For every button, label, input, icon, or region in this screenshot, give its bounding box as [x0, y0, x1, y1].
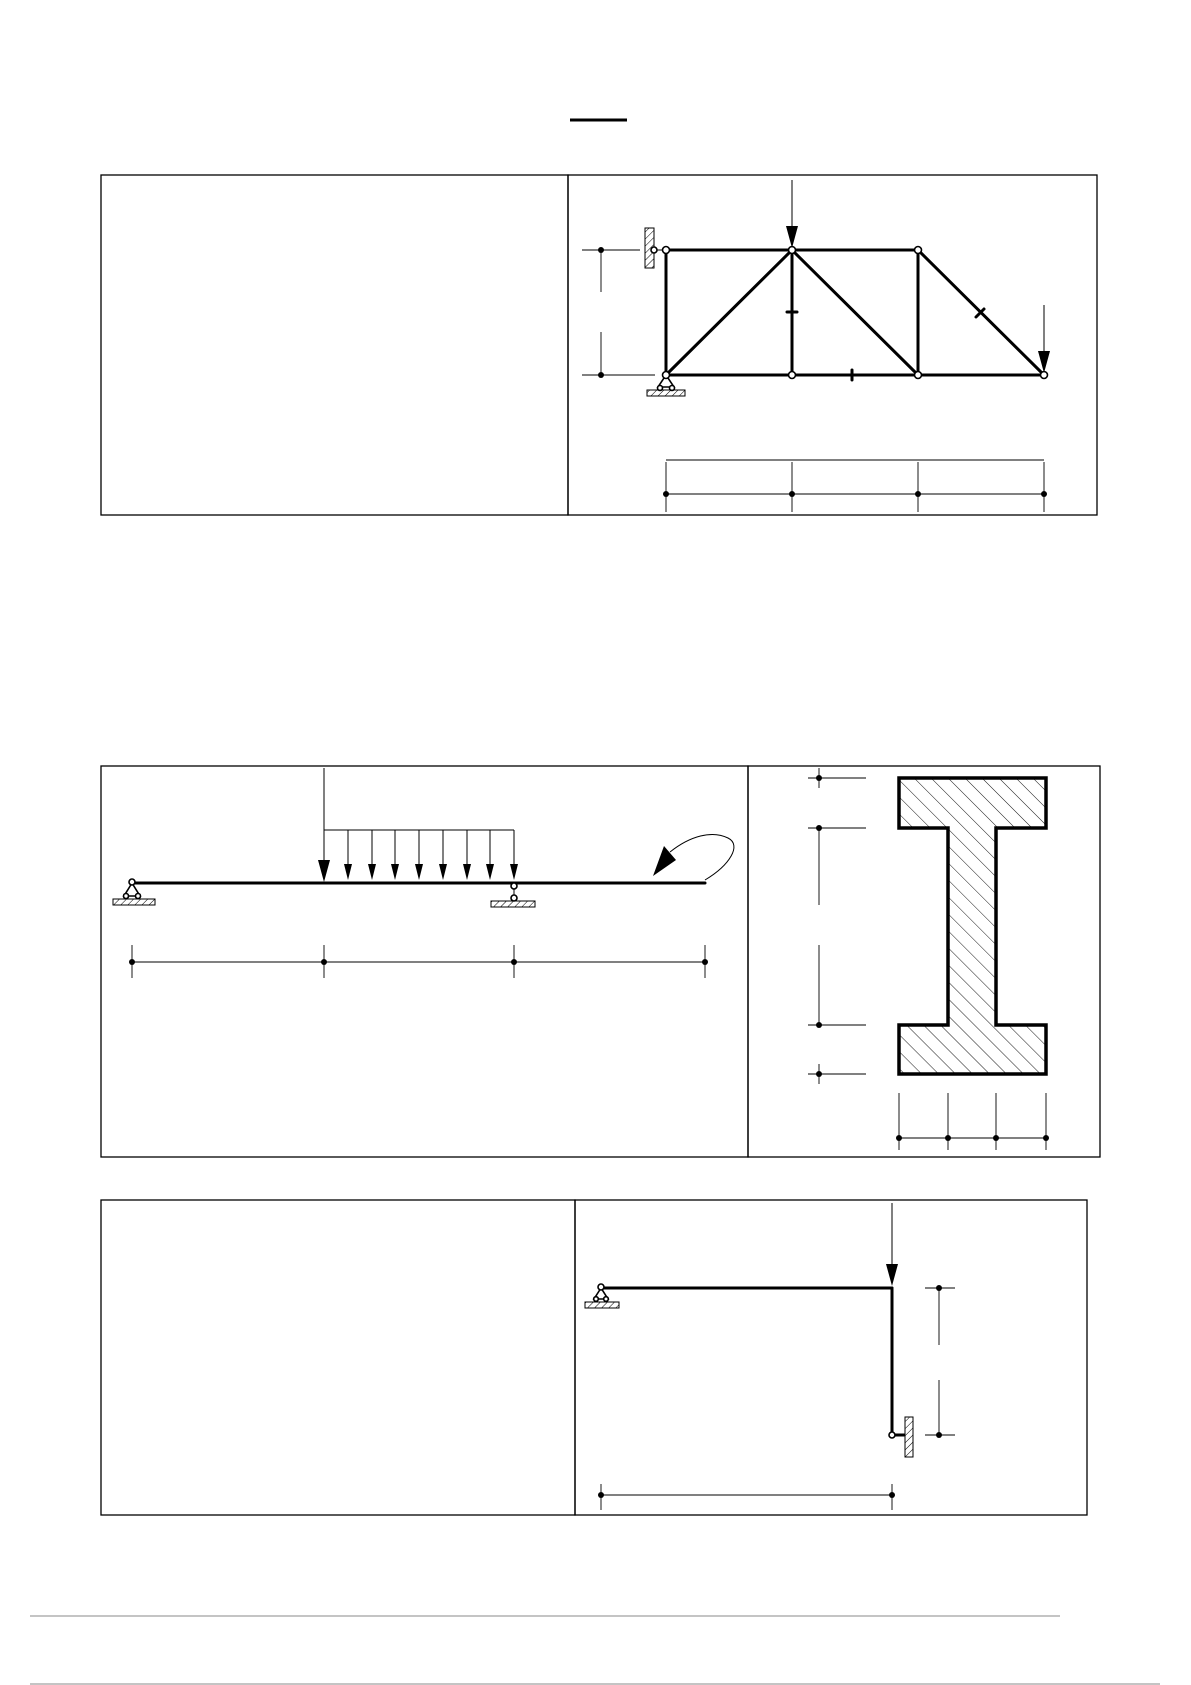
truss-load-arrowhead-1	[786, 226, 798, 248]
frame-text-panel	[101, 1200, 575, 1515]
truss-diagonal-2	[792, 250, 918, 375]
i-beam-section	[808, 768, 1049, 1150]
i-beam-shape	[899, 778, 1046, 1074]
frame-figure	[585, 1203, 955, 1510]
truss-diagonal-1	[666, 250, 792, 375]
problem-beam	[101, 766, 1100, 1157]
truss-height-dimension	[582, 247, 655, 378]
truss-joint	[663, 372, 670, 379]
frame-left-ground	[585, 1302, 619, 1308]
truss-joint	[789, 372, 796, 379]
frame-figure-panel	[575, 1200, 1087, 1515]
truss-joint	[915, 247, 922, 254]
beam-figure	[113, 768, 734, 978]
truss-figure	[582, 180, 1050, 512]
beam-figure-panel	[101, 766, 748, 1157]
truss-text-panel	[101, 175, 568, 515]
beam-moment-arc	[670, 834, 734, 880]
beam-roller-support	[511, 883, 517, 889]
truss-figure-panel	[568, 175, 1097, 515]
section-width-dimension	[896, 1093, 1049, 1150]
beam-span-dimension	[129, 945, 708, 978]
truss-joint	[651, 247, 657, 253]
frame-wall-support	[905, 1417, 913, 1457]
section-height-dimension	[808, 768, 866, 1084]
beam-distributed-load-arrows	[344, 830, 518, 880]
beam-left-ground	[113, 899, 155, 905]
truss-span-dimension	[663, 460, 1047, 512]
beam-right-ground	[491, 901, 535, 907]
frame-span-dimension	[598, 1484, 895, 1510]
truss-joint	[915, 372, 922, 379]
problem-frame	[101, 1200, 1087, 1515]
frame-bottom-joint	[889, 1432, 895, 1438]
frame-height-dimension	[925, 1285, 955, 1438]
truss-support-ground	[647, 390, 685, 396]
problem-truss	[101, 175, 1097, 515]
truss-joint	[663, 247, 670, 254]
